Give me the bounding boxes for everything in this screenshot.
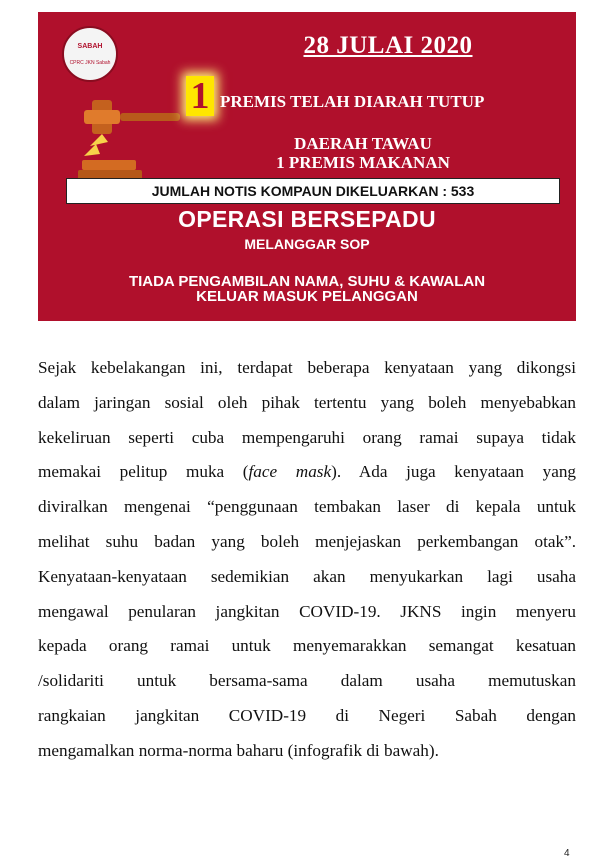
logo-text: SABAH — [77, 43, 103, 50]
compound-notice-bar: JUMLAH NOTIS KOMPAUN DIKELUARKAN : 533 — [66, 178, 560, 204]
report-date: 28 JULAI 2020 — [303, 32, 473, 59]
district-block — [213, 134, 513, 172]
logo-subtext: CPRC JKN Sabah — [69, 60, 111, 66]
paragraph-line: mengawal penularan jangkitan COVID-19. JKNS ingin menyeru — [38, 601, 576, 621]
paragraph-line: diviralkan mengenai “penggunaan tembakan laser di kepala untuk — [38, 497, 576, 517]
infographic-banner — [38, 12, 576, 321]
paragraph-line — [38, 455, 576, 490]
premis-count-badge: 1 — [186, 76, 214, 116]
paragraph-line: dalam jaringan sosial oleh pihak tertentu yang boleh menyebabkan — [38, 392, 576, 412]
violation-detail-line: KELUAR MASUK PELANGGAN — [196, 288, 418, 305]
paragraph-line: melihat suhu badan yang boleh menjejaskan perkembangan otak”. — [38, 531, 576, 551]
paragraph-text: ). Ada juga kenyataan yang — [331, 462, 577, 482]
violation-detail — [38, 274, 576, 304]
sabah-logo — [62, 26, 118, 82]
face-mask-term: face mask — [248, 462, 332, 482]
paragraph-line: rangkaian jangkitan COVID-19 di Negeri Sabah dengan — [38, 705, 576, 725]
paragraph-line: mengamalkan norma-norma baharu (infografik di bawah). — [38, 740, 439, 760]
premis-headline: PREMIS TELAH DIARAH TUTUP — [220, 92, 485, 111]
paragraph-line: Kenyataan-kenyataan sedemikian akan menyukarkan lagi usaha — [38, 566, 576, 586]
paragraph-line: kekeliruan seperti cuba mempengaruhi orang ramai supaya tidak — [38, 427, 576, 447]
page-number: 4 — [564, 848, 570, 859]
operation-title: OPERASI BERSEPADU — [178, 206, 436, 232]
premises-type-line: 1 PREMIS MAKANAN — [276, 153, 450, 172]
paragraph-text: memakai pelitup muka ( — [38, 462, 249, 482]
paragraph-line: Sejak kebelakangan ini, terdapat beberapa kenyataan yang dikongsi — [38, 358, 576, 377]
district-line: DAERAH TAWAU — [294, 134, 432, 153]
sop-violation-label: MELANGGAR SOP — [244, 236, 370, 252]
violation-detail-line: TIADA PENGAMBILAN NAMA, SUHU & KAWALAN — [128, 273, 486, 290]
body-paragraph — [38, 351, 576, 769]
paragraph-line: kepada orang ramai untuk menyemarakkan semangat kesatuan — [38, 636, 576, 656]
paragraph-line: /solidariti untuk bersama-sama dalam usaha memutuskan — [38, 671, 576, 691]
